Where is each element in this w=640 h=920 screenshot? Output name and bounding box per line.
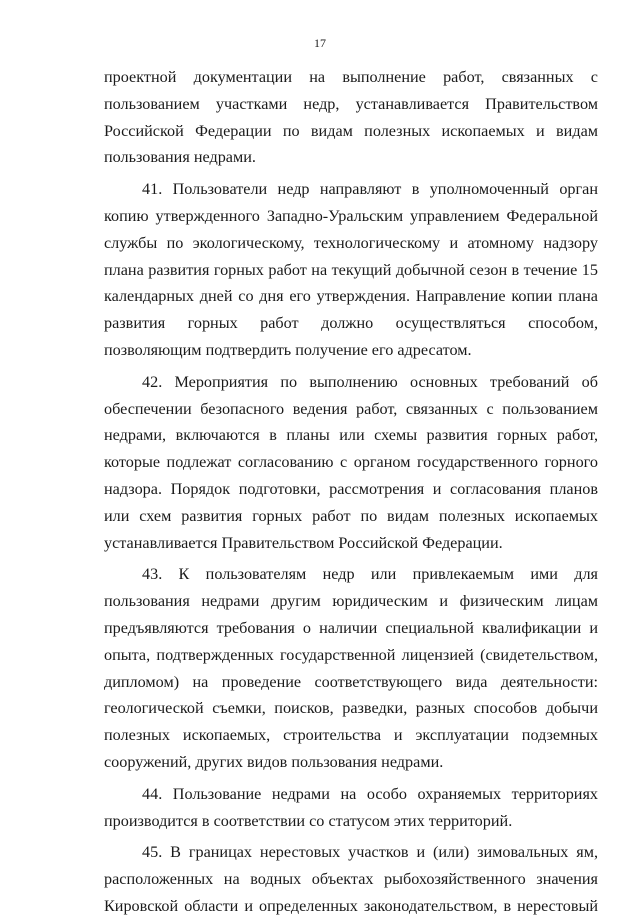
paragraph-44: 44. Пользование недрами на особо охраняемых территориях производится в соответствии со статусом этих территорий. xyxy=(104,784,598,830)
paragraph-continuation: проектной документации на выполнение работ, связанных с пользованием участками недр, устанавливается Правительством Российской Федерации по видам полезных ископаемых и видам пользования недрами. xyxy=(104,68,598,167)
paragraph-43: 43. К пользователям недр или привлекаемым ими для пользования недрами другим юридическим и физическим лицам предъявляются требования о наличии специальной квалификации и опыта, подтвержденных государственной лицензией (свидетельством, дипломом) на проведение соответствующего вида деятельности: геологической съемки, поисков, разведки, разных способов добычи полезных ископаемых, строительства и эксплуатации подземных сооружений, других видов пользования недрами. xyxy=(104,565,598,771)
paragraph-42: 42. Мероприятия по выполнению основных требований об обеспечении безопасного ведения работ, связанных с пользованием недрами, включаются в планы или схемы развития горных работ, которые подлежат согласованию с органом государственного горного надзора. Порядок подготовки, рассмотрения и согласования планов или схем развития горных работ по видам полезных ископаемых устанавливается Правительством Российской Федерации. xyxy=(104,372,598,552)
paragraph-45: 45. В границах нерестовых участков и (или) зимовальных ям, расположенных на водных объектах рыбохозяйственного значения Кировской области и определенных законодательством, в нерестовый xyxy=(104,843,598,915)
paragraph-41: 41. Пользователи недр направляют в уполномоченный орган копию утвержденного Западно-Уральским управлением Федеральной службы по экологическому, технологическому и атомному надзору плана развития горных работ на текущий добычной сезон в течение 15 календарных дней со дня его утверждения. Направление копии плана развития горных работ должно осуществляться способом, позволяющим подтвердить получение его адресатом. xyxy=(104,180,598,359)
document-body xyxy=(104,64,598,920)
page-number: 17 xyxy=(314,36,326,50)
